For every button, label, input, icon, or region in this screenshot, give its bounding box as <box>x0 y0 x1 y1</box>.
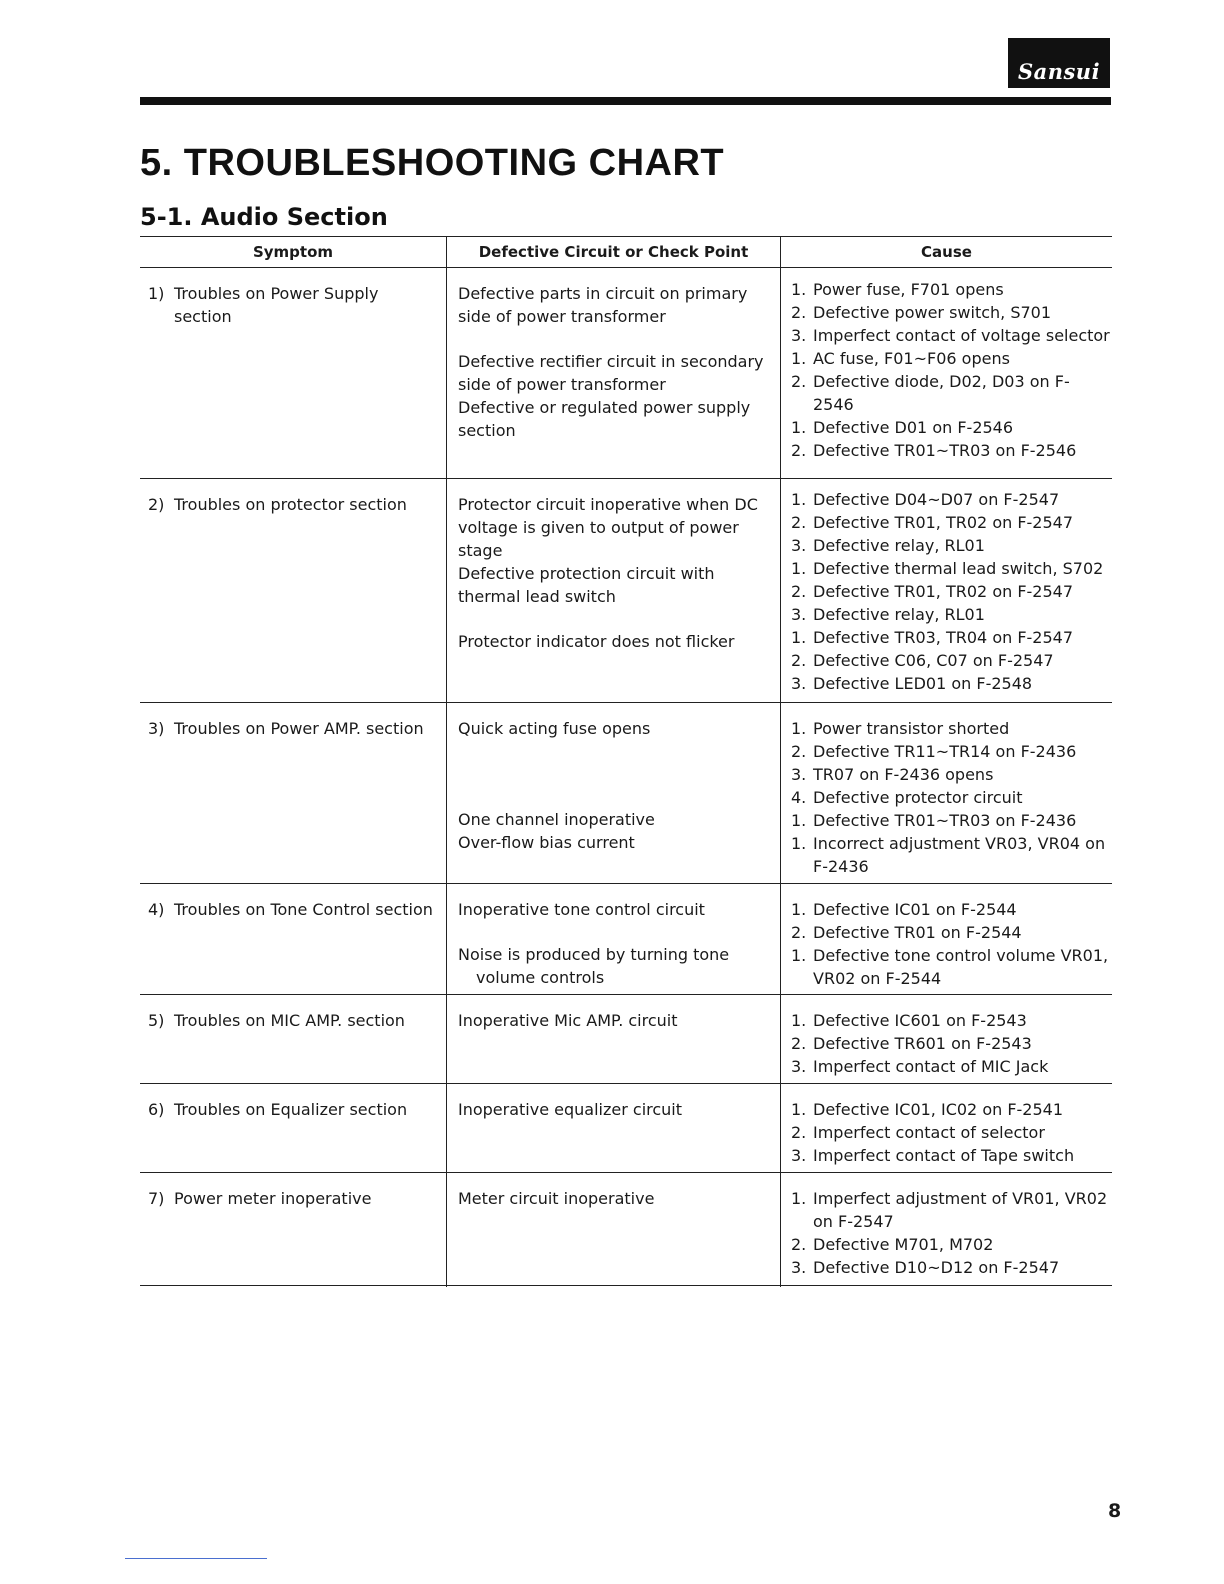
cause-item: 3. Imperfect contact of Tape switch <box>791 1146 1075 1165</box>
cause-item: 1. Power transistor shorted <box>791 719 1010 738</box>
table-row <box>140 703 1112 884</box>
cause-item: 2. Defective TR01~TR03 on F-2546 <box>791 441 1077 460</box>
row-number: 1) <box>148 284 165 303</box>
cause-item: 1. Defective D04~D07 on F-2547 <box>791 490 1060 509</box>
header-rule <box>140 97 1111 105</box>
troubleshooting-table <box>140 236 1112 1286</box>
symptom-cell <box>140 1173 446 1287</box>
symptom-cell <box>140 1084 446 1175</box>
check-item: Noise is produced by turning tone <box>458 945 730 964</box>
table-row <box>140 1084 1112 1173</box>
cause-item: 3. Defective relay, RL01 <box>791 536 985 555</box>
cause-item: 3. Defective relay, RL01 <box>791 605 985 624</box>
check-item: volume controls <box>476 968 605 987</box>
cause-item: 4. Defective protector circuit <box>791 788 1023 807</box>
table-row <box>140 1173 1112 1286</box>
cause-item: 3. TR07 on F-2436 opens <box>791 765 994 784</box>
row-number: 5) <box>148 1011 165 1030</box>
check-cell <box>446 479 780 703</box>
cause-item: 2. Defective M701, M702 <box>791 1235 994 1254</box>
cause-item: 1. Defective TR03, TR04 on F-2547 <box>791 628 1074 647</box>
cause-item: 3. Imperfect contact of voltage selector <box>791 326 1110 345</box>
cause-item: 2. Defective TR01, TR02 on F-2547 <box>791 513 1074 532</box>
check-cell <box>446 1084 780 1175</box>
cause-item: 3. Defective LED01 on F-2548 <box>791 674 1033 693</box>
cause-item: 2. Imperfect contact of selector <box>791 1123 1045 1142</box>
page-title: 5. TROUBLESHOOTING CHART <box>140 142 725 184</box>
symptom-cell <box>140 479 446 703</box>
row-number: 4) <box>148 900 165 919</box>
symptom-text: Troubles on Equalizer section <box>174 1100 408 1119</box>
row-number: 3) <box>148 719 165 738</box>
check-item: Protector indicator does not flicker <box>458 632 735 651</box>
cause-cell <box>780 703 1112 886</box>
check-item: Over-flow bias current <box>458 833 635 852</box>
row-number: 6) <box>148 1100 165 1119</box>
symptom-text: Troubles on MIC AMP. section <box>174 1011 405 1030</box>
check-cell <box>446 268 780 478</box>
cause-item: 2. Defective TR01, TR02 on F-2547 <box>791 582 1074 601</box>
check-item: Quick acting fuse opens <box>458 719 651 738</box>
row-number: 7) <box>148 1189 165 1208</box>
cause-item: 1. Defective TR01~TR03 on F-2436 <box>791 811 1077 830</box>
cause-item: 1. Defective IC01 on F-2544 <box>791 900 1017 919</box>
page-number: 8 <box>1108 1500 1122 1522</box>
check-item: Protector circuit inoperative when DC voltage is given to output of power stage <box>458 495 758 560</box>
symptom-text: Troubles on protector section <box>174 495 407 514</box>
cause-item: 1. Defective thermal lead switch, S702 <box>791 559 1104 578</box>
cause-cell <box>780 995 1112 1086</box>
row-number: 2) <box>148 495 165 514</box>
cause-item: 3. Imperfect contact of MIC Jack <box>791 1057 1049 1076</box>
table-row <box>140 995 1112 1084</box>
cause-item: 2. Defective TR601 on F-2543 <box>791 1034 1032 1053</box>
symptom-cell <box>140 995 446 1086</box>
check-item: Meter circuit inoperative <box>458 1189 655 1208</box>
symptom-cell <box>140 884 446 998</box>
check-cell <box>446 995 780 1086</box>
cause-cell <box>780 479 1112 703</box>
check-item: Defective rectifier circuit in secondary side of power transformer <box>458 352 764 394</box>
cause-item: 3. Defective D10~D12 on F-2547 <box>791 1258 1060 1277</box>
cause-item: 1. Defective IC601 on F-2543 <box>791 1011 1027 1030</box>
symptom-text: Troubles on Power Supply section <box>174 284 379 326</box>
table-row <box>140 884 1112 995</box>
check-item: Defective or regulated power supply section <box>458 398 751 440</box>
cause-item: 2. Defective power switch, S701 <box>791 303 1052 322</box>
section-title: 5-1. Audio Section <box>140 203 388 231</box>
check-item: Inoperative tone control circuit <box>458 900 705 919</box>
check-cell <box>446 884 780 998</box>
cause-item: 2. Defective TR11~TR14 on F-2436 <box>791 742 1077 761</box>
cause-item: 1. Incorrect adjustment VR03, VR04 on F-2436 <box>791 834 1106 876</box>
cause-item: 1. Defective tone control volume VR01, VR02 on F-2544 <box>791 946 1109 988</box>
check-item: Inoperative Mic AMP. circuit <box>458 1011 678 1030</box>
cause-item: 2. Defective diode, D02, D03 on F-2546 <box>791 372 1070 414</box>
symptom-text: Power meter inoperative <box>174 1189 372 1208</box>
check-cell <box>446 703 780 886</box>
cause-item: 1. Defective D01 on F-2546 <box>791 418 1014 437</box>
sansui-logo: Sansui <box>1008 38 1110 88</box>
cause-item: 2. Defective C06, C07 on F-2547 <box>791 651 1054 670</box>
cause-cell <box>780 1084 1112 1175</box>
cause-cell <box>780 884 1112 998</box>
cause-item: 1. Defective IC01, IC02 on F-2541 <box>791 1100 1064 1119</box>
cause-item: 1. AC fuse, F01~F06 opens <box>791 349 1010 368</box>
table-header <box>140 236 1112 268</box>
cause-cell <box>780 1173 1112 1287</box>
check-item: Inoperative equalizer circuit <box>458 1100 683 1119</box>
header-check-point: Defective Circuit or Check Point <box>446 237 780 267</box>
symptom-cell <box>140 268 446 478</box>
symptom-text: Troubles on Tone Control section <box>174 900 433 919</box>
check-cell <box>446 1173 780 1287</box>
check-item: Defective parts in circuit on primary side of power transformer <box>458 284 748 326</box>
header-cause: Cause <box>780 237 1112 267</box>
check-item: One channel inoperative <box>458 810 655 829</box>
cause-item: 2. Defective TR01 on F-2544 <box>791 923 1022 942</box>
header-symptom: Symptom <box>252 243 334 261</box>
symptom-cell <box>140 703 446 886</box>
footer-line <box>125 1558 267 1559</box>
cause-item: 1. Power fuse, F701 opens <box>791 280 1004 299</box>
table-row <box>140 479 1112 703</box>
table-row <box>140 268 1112 479</box>
symptom-text: Troubles on Power AMP. section <box>174 719 424 738</box>
cause-item: 1. Imperfect adjustment of VR01, VR02 on F-2547 <box>791 1189 1108 1231</box>
cause-cell <box>780 268 1112 478</box>
check-item: Defective protection circuit with thermal lead switch <box>458 564 715 606</box>
